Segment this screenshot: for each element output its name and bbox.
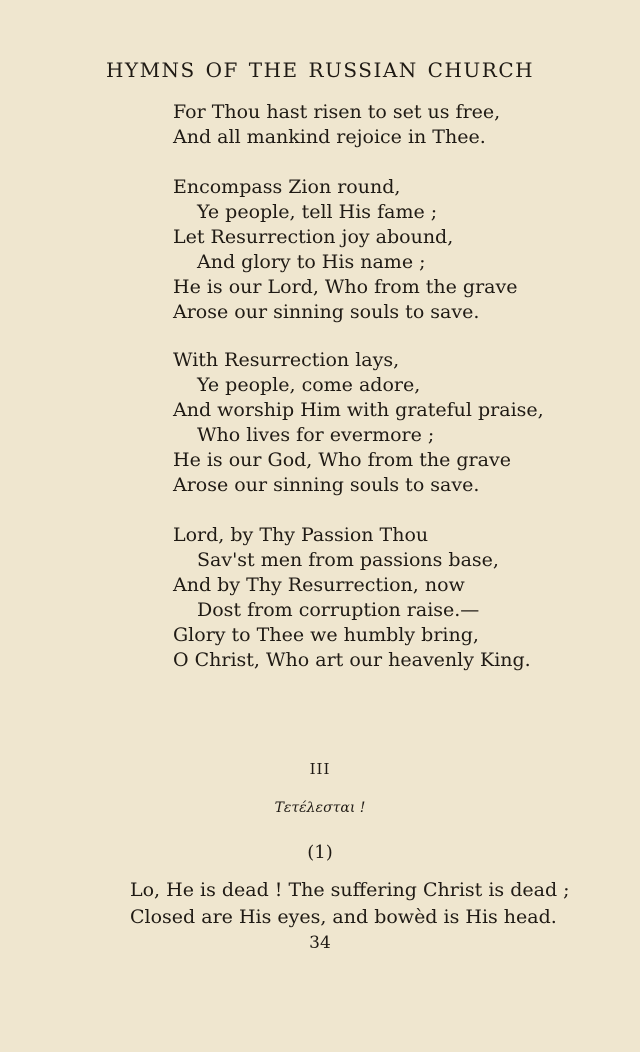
verse-line: O Christ, Who art our heavenly King. (173, 649, 531, 671)
verse-line: Encompass Zion round, (173, 176, 401, 198)
verse-line: Glory to Thee we humbly bring, (173, 624, 479, 646)
verse-line: And all mankind rejoice in Thee. (173, 126, 486, 148)
verse-line: He is our Lord, Who from the grave (173, 276, 518, 298)
verse-line: With Resurrection lays, (173, 349, 400, 371)
verse-line: And glory to His name ; (197, 251, 426, 273)
verse-line: Ye people, come adore, (197, 374, 421, 396)
verse-line: Lo, He is dead ! The suffering Christ is dead ; (130, 879, 570, 901)
page-number: 34 (309, 933, 331, 953)
verse-line: He is our God, Who from the grave (173, 449, 511, 471)
verse-line: Dost from corruption raise.— (197, 599, 480, 621)
final-stanza (130, 877, 570, 931)
verse-line: Arose our sinning souls to save. (173, 301, 480, 323)
stanza-4 (173, 523, 531, 673)
section-number: III (309, 760, 331, 778)
verse-line: Sav'st men from passions base, (197, 549, 499, 571)
verse-line: Let Resurrection joy abound, (173, 226, 454, 248)
section-subtitle: Τετέλεσται ! (274, 800, 366, 816)
verse-line: For Thou hast risen to set us free, (173, 101, 501, 123)
verse-line: And by Thy Resurrection, now (173, 574, 465, 596)
verse-line: Ye people, tell His fame ; (197, 201, 438, 223)
verse-line: Closed are His eyes, and bowèd is His head. (130, 906, 557, 928)
verse-line: Arose our sinning souls to save. (173, 474, 480, 496)
part-number: (1) (307, 842, 333, 863)
stanza-2 (173, 175, 517, 325)
verse-line: Lord, by Thy Passion Thou (173, 524, 429, 546)
stanza-1 (173, 100, 500, 150)
running-header: HYMNS OF THE RUSSIAN CHURCH (105, 58, 535, 82)
verse-line: Who lives for evermore ; (197, 424, 435, 446)
stanza-3 (173, 348, 544, 498)
verse-line: And worship Him with grateful praise, (173, 399, 544, 421)
